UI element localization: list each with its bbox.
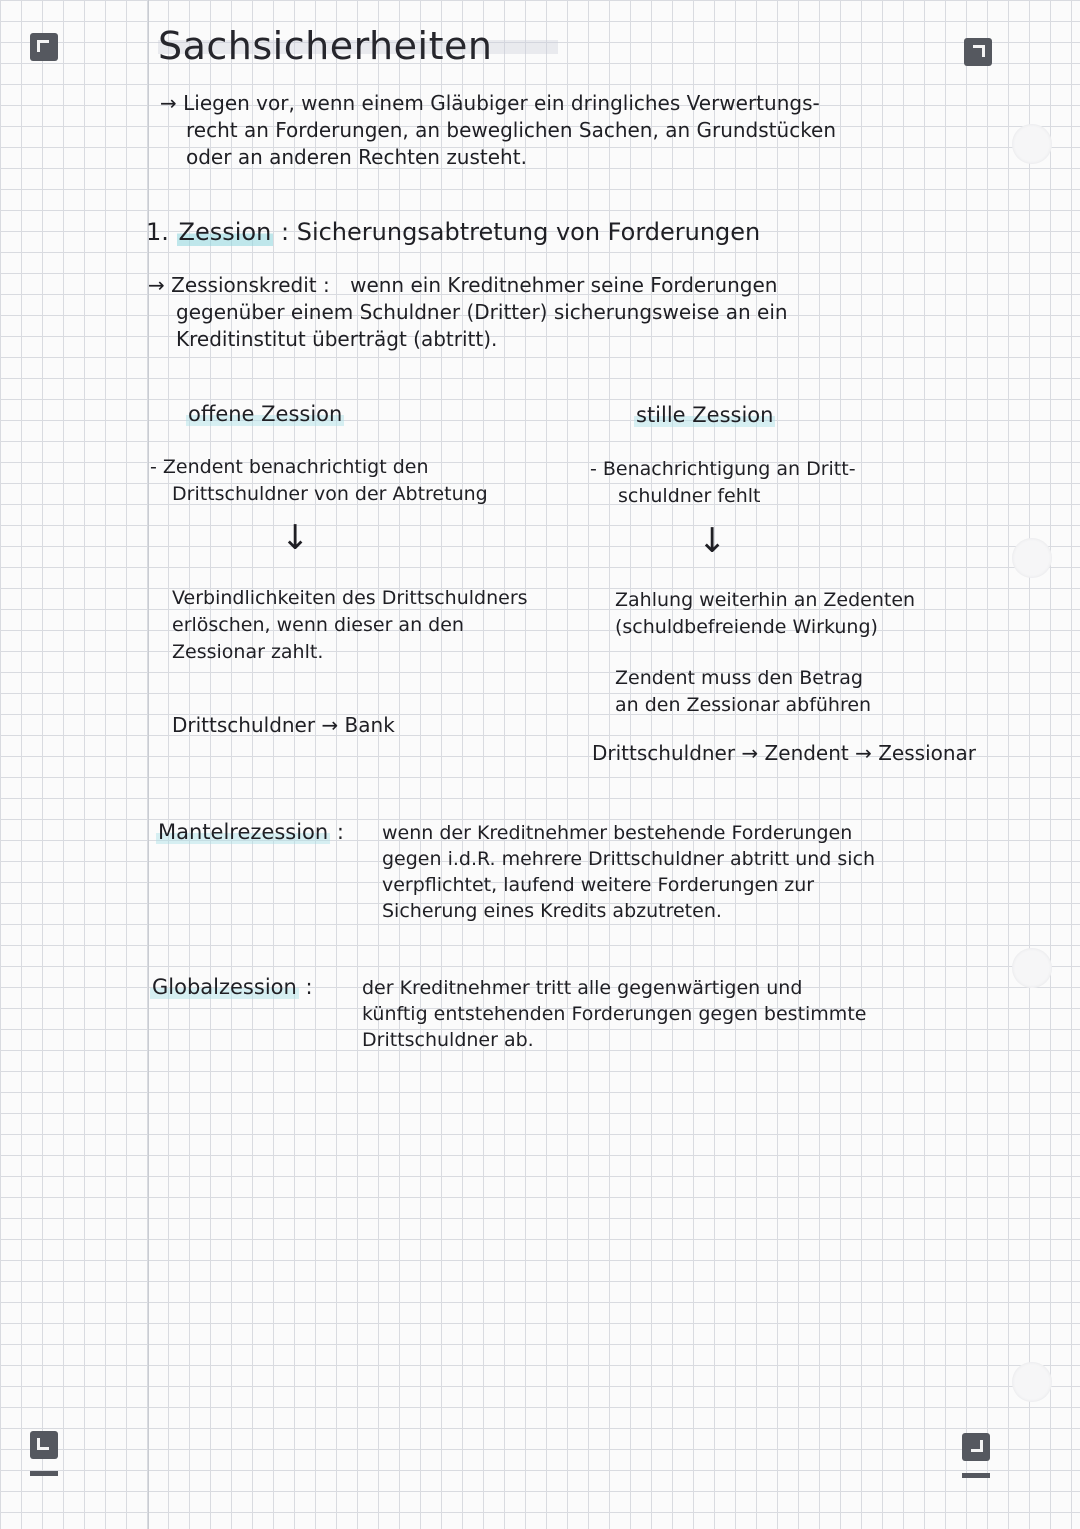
intro-paragraph bbox=[160, 90, 836, 171]
arrow-down-icon: ↓ bbox=[281, 518, 310, 558]
zessionskredit-text: wenn ein Kreditnehmer seine Forderungen bbox=[350, 273, 778, 297]
scan-corner-marker-bottom-right bbox=[962, 1433, 990, 1461]
def-line: gegen i.d.R. mehrere Drittschuldner abtritt und sich bbox=[382, 848, 876, 870]
def-line: Sicherung eines Kredits abzutreten. bbox=[382, 900, 722, 922]
offene-zession-payment-flow: Drittschuldner → Bank bbox=[172, 713, 395, 737]
scan-corner-bar-bottom-left bbox=[30, 1471, 58, 1476]
desc-line: Drittschuldner von der Abtretung bbox=[172, 483, 488, 505]
arrow-right-icon: → bbox=[148, 273, 165, 297]
def-line: der Kreditnehmer tritt alle gegenwärtigen und bbox=[362, 977, 803, 999]
stille-zession-heading: stille Zession bbox=[636, 403, 774, 427]
offene-zession-result bbox=[172, 585, 528, 666]
def-line: wenn der Kreditnehmer bestehende Forderungen bbox=[382, 822, 853, 844]
zessionskredit-line: gegenüber einem Schuldner (Dritter) sicherungsweise an ein bbox=[176, 300, 788, 324]
zessionskredit-line: Kreditinstitut überträgt (abtritt). bbox=[176, 327, 498, 351]
section-separator: : bbox=[280, 218, 290, 246]
result-line: (schuldbefreiende Wirkung) bbox=[615, 616, 878, 638]
punch-hole bbox=[1012, 1362, 1052, 1402]
def-line: Drittschuldner ab. bbox=[362, 1029, 534, 1051]
intro-line: → Liegen vor, wenn einem Gläubiger ein dringliches Verwertungs- bbox=[160, 91, 820, 115]
result-line: an den Zessionar abführen bbox=[615, 694, 872, 716]
punch-hole bbox=[1012, 538, 1052, 578]
stille-zession-description bbox=[590, 456, 856, 510]
desc-line: schuldner fehlt bbox=[618, 485, 761, 507]
zessionskredit-line bbox=[148, 272, 788, 299]
result-line: Zahlung weiterhin an Zedenten bbox=[615, 589, 916, 611]
page-title: Sachsicherheiten bbox=[158, 24, 493, 68]
result-line: erlöschen, wenn dieser an den bbox=[172, 614, 464, 636]
zessionskredit-definition bbox=[148, 272, 788, 353]
result-line: Zessionar zahlt. bbox=[172, 641, 324, 663]
stille-zession-payment-flow: Drittschuldner → Zendent → Zessionar bbox=[592, 741, 977, 765]
scan-corner-marker-top-right bbox=[964, 38, 992, 66]
globalzession-term: Globalzession : bbox=[152, 975, 313, 999]
intro-line: recht an Forderungen, an beweglichen Sachen, an Grundstücken bbox=[186, 118, 837, 142]
scan-corner-marker-top-left bbox=[30, 33, 58, 61]
section-term: Zession bbox=[178, 218, 272, 246]
globalzession-definition bbox=[362, 975, 866, 1053]
result-line: Zendent muss den Betrag bbox=[615, 667, 863, 689]
scan-corner-marker-bottom-left bbox=[30, 1431, 58, 1459]
desc-line: - Benachrichtigung an Dritt- bbox=[590, 458, 856, 480]
zessionskredit-term: Zessionskredit bbox=[171, 273, 317, 297]
def-line: künftig entstehenden Forderungen gegen bestimmte bbox=[362, 1003, 867, 1025]
arrow-down-icon: ↓ bbox=[698, 521, 727, 561]
stille-zession-result bbox=[615, 587, 915, 641]
scan-corner-bar-bottom-right bbox=[962, 1473, 990, 1478]
intro-line: oder an anderen Rechten zusteht. bbox=[186, 145, 527, 169]
offene-zession-description bbox=[150, 454, 488, 508]
mantelzession-term: Mantelrezession : bbox=[158, 820, 344, 844]
result-line: Verbindlichkeiten des Drittschuldners bbox=[172, 587, 528, 609]
desc-line: - Zendent benachrichtigt den bbox=[150, 456, 429, 478]
section-heading-zession bbox=[146, 218, 760, 246]
section-definition: Sicherungsabtretung von Forderungen bbox=[296, 218, 761, 246]
punch-hole bbox=[1012, 948, 1052, 988]
mantelzession-definition bbox=[382, 820, 875, 924]
section-number: 1. bbox=[146, 218, 169, 246]
stille-zession-obligation bbox=[615, 665, 871, 719]
zessionskredit-separator: : bbox=[322, 273, 330, 297]
punch-hole bbox=[1012, 124, 1052, 164]
def-line: verpflichtet, laufend weitere Forderungen zur bbox=[382, 874, 815, 896]
offene-zession-heading: offene Zession bbox=[188, 402, 343, 426]
